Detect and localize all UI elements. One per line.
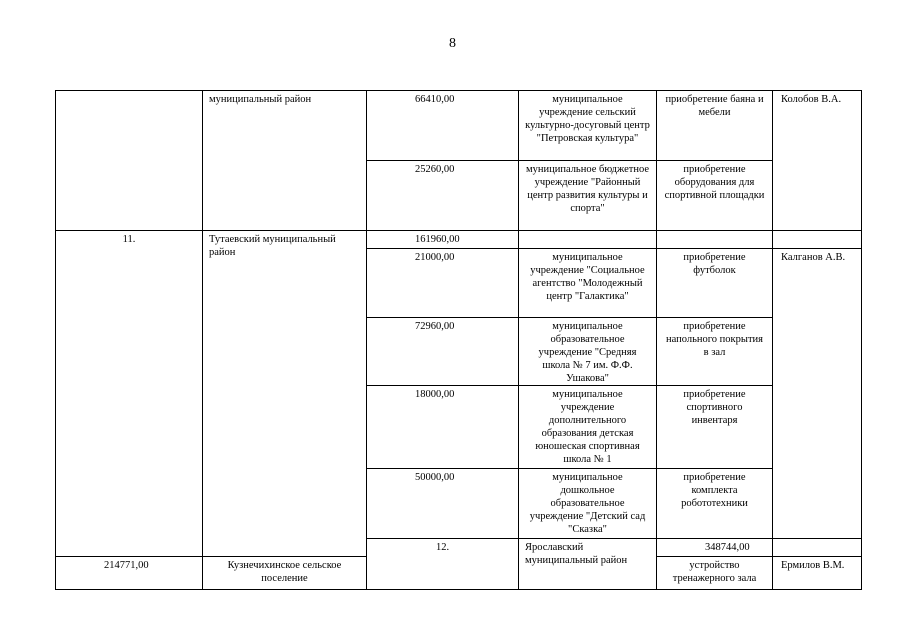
amount-cell: 50000,00 xyxy=(367,469,519,539)
purpose-cell: приобретение спортивного инвентаря xyxy=(657,386,773,469)
table-row xyxy=(56,91,862,161)
amount-cell: 18000,00 xyxy=(367,386,519,469)
amount-cell: 21000,00 xyxy=(367,249,519,318)
amount-cell: 66410,00 xyxy=(367,91,519,161)
district-total-cell: 348744,00 xyxy=(657,539,773,557)
purpose-cell: устройство тренажерного зала xyxy=(657,557,773,590)
head-cell xyxy=(773,231,862,249)
head-cell: Калганов А.В. xyxy=(773,249,862,539)
purpose-cell xyxy=(657,231,773,249)
organization-cell xyxy=(773,539,862,557)
purpose-cell: приобретение напольного покрытия в зал xyxy=(657,318,773,386)
amount-cell: 25260,00 xyxy=(367,161,519,231)
purpose-cell: приобретение комплекта робототехники xyxy=(657,469,773,539)
organization-cell: Кузнечихинское сельское поселение xyxy=(203,557,367,590)
organization-cell: муниципальное дошкольное образовательное учреждение "Детский сад "Сказка" xyxy=(519,469,657,539)
row-number-cell xyxy=(56,91,203,231)
purpose-cell: приобретение оборудования для спортивной площадки xyxy=(657,161,773,231)
organization-cell: муниципальное бюджетное учреждение "Районный центр развития культуры и спорта" xyxy=(519,161,657,231)
district-name: Ярославский муниципальный район xyxy=(519,539,657,590)
organization-cell: муниципальное учреждение "Социальное агентство "Молодежный центр "Галактика" xyxy=(519,249,657,318)
purpose-cell: приобретение футболок xyxy=(657,249,773,318)
head-cell: Колобов В.А. xyxy=(773,91,862,231)
organization-cell: муниципальное учреждение дополнительного образования детская юношеская спортивная школа № 1 xyxy=(519,386,657,469)
head-cell: Ермилов В.М. xyxy=(773,557,862,590)
district-total-cell: 161960,00 xyxy=(367,231,519,249)
organization-cell: муниципальное образовательное учреждение "Средняя школа № 7 им. Ф.Ф. Ушакова" xyxy=(519,318,657,386)
district-name: муниципальный район xyxy=(203,91,367,231)
row-number-cell: 12. xyxy=(367,539,519,590)
purpose-cell: приобретение баяна и мебели xyxy=(657,91,773,161)
allocation-table xyxy=(55,90,862,590)
district-name: Тутаевский муниципальный район xyxy=(203,231,367,557)
amount-cell: 72960,00 xyxy=(367,318,519,386)
organization-cell xyxy=(519,231,657,249)
page-number: 8 xyxy=(449,36,456,51)
amount-cell: 214771,00 xyxy=(56,557,203,590)
table-row xyxy=(56,231,862,249)
organization-cell: муниципальное учреждение сельский культурно-досуговый центр "Петровская культура" xyxy=(519,91,657,161)
row-number-cell: 11. xyxy=(56,231,203,557)
